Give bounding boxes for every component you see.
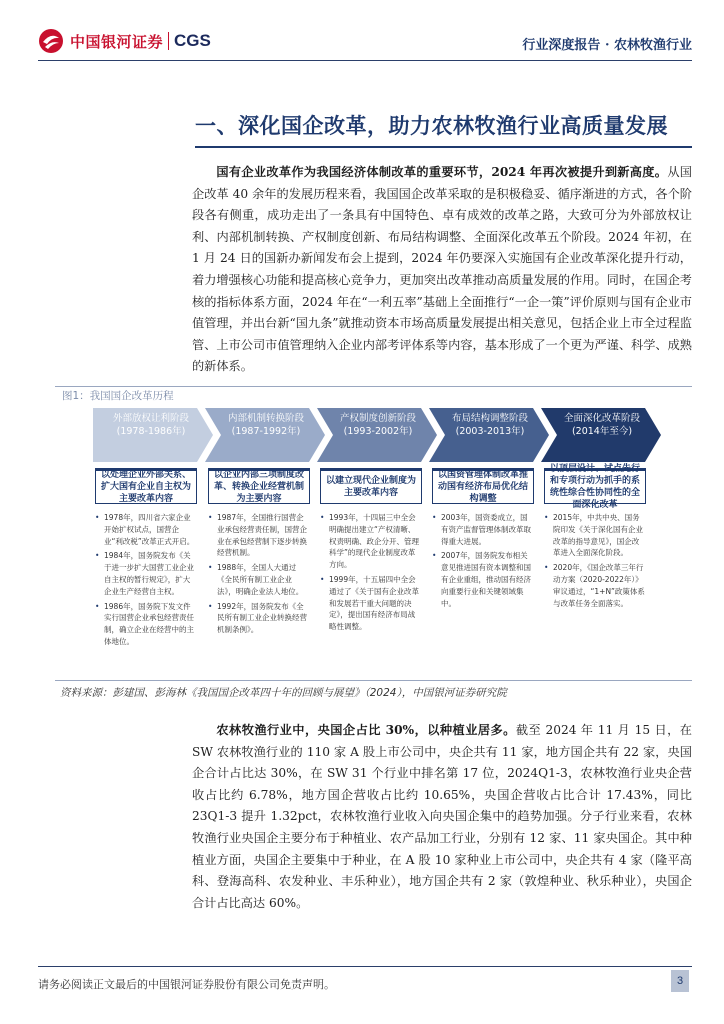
stage-event: • 2003年，国资委成立，国有资产监督管理体制改革取得重大进展。 (432, 512, 534, 547)
stage-events (432, 512, 534, 609)
stage-period: (1987-1992年) (231, 426, 301, 437)
stage-name: 产权制度创新阶段 (339, 413, 416, 424)
stage-period: (2003-2013年) (455, 426, 525, 437)
figure-caption: 图1：我国国企改革历程 (62, 390, 174, 402)
stage-events (95, 512, 197, 648)
stage-event: • 1993年，十四届三中全会明确提出建立“产权清晰、权责明确、政企分开、管理科学”的现代企业制度改革方向。 (320, 512, 422, 571)
intro-paragraph (192, 162, 692, 378)
stage-name: 全面深化改革阶段 (563, 413, 640, 424)
stage-event: • 1984年，国务院发布《关于进一步扩大国营工业企业自主权的暂行规定》，扩大企业生产经营自主权。 (95, 550, 197, 597)
stage-period: (1993-2002年) (343, 426, 413, 437)
report-type: 行业深度报告 · 农林牧渔行业 (522, 38, 692, 53)
logo-divider (168, 32, 169, 50)
stage-label-5 (552, 412, 652, 438)
stage-event: • 2020年，《国企改革三年行动方案（2020-2022年）》审议通过，“1+N”政策体系与改革任务全面落实。 (544, 562, 646, 609)
stage-events (208, 512, 310, 636)
stage-event: • 1988年，全国人大通过《全民所有制工业企业法》，明确企业法人地位。 (208, 562, 310, 597)
stage-column-1 (95, 468, 197, 651)
stage-label-3 (328, 412, 428, 438)
header-divider (38, 60, 692, 61)
stage-column-2 (208, 468, 310, 639)
stage-event: • 1992年，国务院发布《全民所有制工业企业转换经营机制条例》。 (208, 601, 310, 636)
industry-lead-sentence: 农林牧渔行业中，央国企占比 30%，以种植业居多。 (216, 723, 516, 737)
industry-body-text: 截至 2024 年 11 月 15 日，在 SW 农林牧渔行业的 110 家 A 股上市公司中，央企共有 11 家，地方国企共有 22 家，央国企合计占比达 30%，在 SW 31 个行业中排名第 17 位，2024Q1-3，农林牧渔行业央企营收占比约 6.78%，地方国企营收占比约 10.65%，央国企营收占比合计 17.43%，同比 23Q1-3 提升 1.32pct，农林牧渔行业收入向央国企集中的趋势加强。分子行业来看，农林牧渔行业央国企主要分布于种植业、农产品加工行业，分别有 12 家、11 家央国企。其中种植业方面，央国企主要集中于种业，在 A 股 10 家种业上市公司中，央企共有 4 家（隆平高科、登海高科、农发种业、丰乐种业），地方国企共有 2 家（敦煌种业、秋乐种业），央国企合计占比高达 60%。 (192, 723, 692, 910)
stage-event: • 2015年，中共中央、国务院印发《关于深化国有企业改革的指导意见》，国企改革进入全面深化阶段。 (544, 512, 646, 559)
stage-events (320, 512, 422, 633)
stage-label-4 (440, 412, 540, 438)
stage-period: (2014年至今) (571, 426, 633, 437)
intro-lead-sentence: 国有企业改革作为我国经济体制改革的重要环节，2024 年再次被提升到新高度。 (216, 165, 668, 179)
stage-event: • 1999年，十五届四中全会通过了《关于国有企业改革和发展若干重大问题的决定》，提出国有经济布局战略性调整。 (320, 574, 422, 633)
stage-heading: 以国资管理体制改革推动国有经济布局优化结构调整 (432, 468, 534, 504)
cgs-logo-icon (38, 28, 64, 54)
stage-event: • 2007年，国务院发布相关意见推进国有资本调整和国有企业重组，推动国有经济向重要行业和关键领域集中。 (432, 550, 534, 609)
section-title: 一、深化国企改革，助力农林牧渔行业高质量发展 (195, 113, 668, 138)
stage-column-4 (432, 468, 534, 612)
stage-period: (1978-1986年) (116, 426, 186, 437)
stage-event: • 1986年，国务院下发文件实行国营企业承包经营责任制，确立企业在经营中的主体地位。 (95, 601, 197, 648)
stage-events (544, 512, 646, 609)
stage-name: 布局结构调整阶段 (451, 413, 528, 424)
stage-name: 内部机制转换阶段 (227, 413, 304, 424)
stage-event: • 1978年，四川省六家企业开始扩权试点，国营企业“利改税”改革正式开启。 (95, 512, 197, 547)
stage-label-2 (216, 412, 316, 438)
stage-heading: 以顶层设计、试点先行和专项行动为抓手的系统性综合性协同性的全面深化改革 (544, 468, 646, 504)
stage-name: 外部放权让利阶段 (112, 413, 189, 424)
logo-english-name: CGS (174, 31, 211, 50)
intro-body-text: 从国企改革 40 余年的发展历程来看，我国国企改革采取的是积极稳妥、循序渐进的方式，各个阶段各有侧重，成功走出了一条具有中国特色、卓有成效的改革之路，大致可分为外部放权让利、内部机制转换、产权制度创新、布局结构调整、全面深化改革五个阶段。2024 年初，在 1 月 24 日的国新办新闻发布会上提到，2024 年仍要深入实施国有企业改革深化提升行动，着力增强核心功能和提高核心竞争力，更加突出改革推动高质量发展的作用。同时，在国企考核的指标体系方面，2024 年在“一利五率”基础上全面推行“一企一策”评价原则与国有企业市值管理，并出台新“国九条”就推动资本市场高质量发展提出相关意见，包括企业上市全过程监管、上市公司市值管理纳入企业内部考评体系等内容，基本形成了一个更为严谨、科学、成熟的新体系。 (192, 165, 692, 374)
page-number: 3 (671, 970, 689, 992)
footer-divider (38, 966, 692, 967)
figure-bottom-rule (55, 680, 692, 681)
section-title-underline (195, 146, 692, 148)
stage-event: • 1987年，全国推行国营企业承包经营责任制，国营企业在承包经营制下逐步转换经营机制。 (208, 512, 310, 559)
page-header (38, 26, 692, 56)
stage-heading: 以企业内部三项制度改革、转换企业经营机制为主要内容 (208, 468, 310, 504)
logo-chinese-name: 中国银河证券 (70, 32, 164, 51)
stage-label-1 (101, 412, 201, 438)
stage-column-5 (544, 464, 646, 612)
industry-paragraph (192, 720, 692, 914)
figure-source: 资料来源：彭建国、彭海林《我国国企改革四十年的回顾与展望》（2024），中国银河证券研究院 (60, 687, 507, 699)
footer-disclaimer: 请务必阅读正文最后的中国银河证券股份有限公司免责声明。 (38, 978, 335, 991)
stage-heading: 以建立现代企业制度为主要改革内容 (320, 468, 422, 504)
stage-heading: 以处理企业外部关系、扩大国有企业自主权为主要改革内容 (95, 468, 197, 504)
company-logo (38, 26, 211, 56)
stage-column-3 (320, 468, 422, 636)
